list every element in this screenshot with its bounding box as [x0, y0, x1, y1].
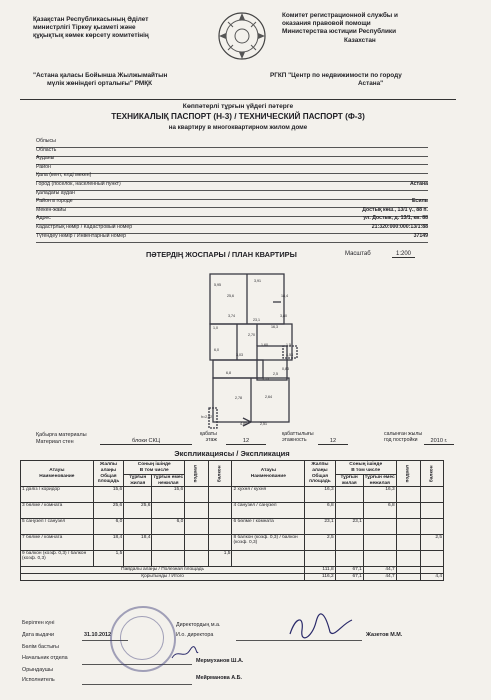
- cell-total: 6,0: [93, 519, 124, 535]
- plan-room-label: 18,4: [281, 294, 288, 298]
- cell-nonliving: [152, 535, 185, 551]
- cell-nonliving: 15,6: [152, 487, 185, 503]
- field-label: Түгендеу нөмір / Инвентарный номер: [36, 232, 127, 239]
- field-value: 21:320:000:000:13/1:88: [371, 224, 428, 230]
- plan-room-label: 5,95: [214, 283, 221, 287]
- cell-nonliving: 6,0: [152, 519, 185, 535]
- floors-total-label: [282, 431, 314, 444]
- col-basement-header-text: подвал: [193, 464, 199, 483]
- col-basement-header-text: подвал: [405, 464, 411, 483]
- table-row: [21, 535, 444, 551]
- year-value: 2010 г.: [424, 438, 454, 445]
- dept-head-name: Мермуханов Ш.А.: [196, 658, 244, 664]
- col-area-header-line: площадь: [309, 479, 331, 485]
- cell-total: 16,3: [305, 487, 336, 503]
- cell-living: [124, 487, 152, 503]
- cell-total: 15,6: [93, 487, 124, 503]
- header-right-org: [282, 12, 398, 45]
- issued-label: Берілген күні: [22, 620, 55, 626]
- year-label-line: год постройки: [384, 437, 418, 444]
- cell-balcony: 4,4: [420, 574, 443, 581]
- col-living-header: [335, 475, 363, 487]
- col-living-header-line: тұрғын: [340, 475, 358, 480]
- cell-total: 6,8: [305, 503, 336, 519]
- floor-label: [200, 431, 217, 444]
- cell-basement: [396, 551, 420, 567]
- col-area-header: [93, 461, 124, 487]
- field-label: Қаладағы аудан: [36, 189, 75, 196]
- cell-name: 7 бөлме / комната: [21, 535, 94, 551]
- plan-room-label: 3,74: [228, 314, 235, 318]
- director-label-ru: И.о. директора: [176, 632, 214, 638]
- cell-nonliving: [363, 519, 396, 535]
- header-right-org-line: Казахстан: [344, 36, 376, 44]
- cell-balcony: [420, 519, 443, 535]
- cell-nonliving: 6,8: [363, 503, 396, 519]
- col-incl-header: [335, 461, 396, 475]
- col-name-header-line: Наименование: [250, 473, 286, 479]
- explication-title: Экспликациясы / Экспликация: [174, 449, 290, 458]
- cell-nonliving: 44,7: [363, 574, 396, 581]
- col-incl-header-line: Соның ішінде: [137, 461, 171, 467]
- col-balcony-header: [420, 461, 443, 487]
- cell-living: [335, 535, 363, 551]
- cell-nonliving: [152, 503, 185, 519]
- header-right-org-line: Министерства юстиции Республики: [282, 28, 397, 36]
- plan-room-label: 2,78: [235, 396, 242, 400]
- scale-value: 1:200: [392, 251, 415, 258]
- cell-nonliving: 16,3: [363, 487, 396, 503]
- cell-nonliving: [363, 551, 396, 567]
- kazakhstan-emblem-icon: [216, 10, 268, 62]
- cell-total: 111,8: [305, 567, 336, 574]
- col-nonliving-header-line: тұрғын емес: [364, 475, 395, 480]
- cell-total: 23,1: [305, 519, 336, 535]
- cell-total: 116,2: [305, 574, 336, 581]
- plan-room-label: 16,3: [271, 325, 278, 329]
- field-label: Город (поселок, населенный пункт): [36, 181, 121, 187]
- plan-room-label: 3,15: [262, 377, 269, 381]
- title-line-3: на квартиру в многоквартирном жилом доме: [168, 124, 308, 131]
- cell-basement: [396, 567, 420, 574]
- executor-signature-line: [82, 684, 192, 685]
- cell-balcony: [209, 535, 232, 551]
- plan-room-label: h=2,82: [201, 415, 213, 419]
- col-basement-header: [185, 461, 209, 487]
- header-right-org-line: оказания правовой помощи: [282, 20, 371, 28]
- header-left-center-line: мүлік жөніндегі орталығы" РМҚК: [47, 80, 152, 88]
- cell-balcony: [420, 551, 443, 567]
- col-balcony-header: [209, 461, 232, 487]
- col-area-header-line: Общая: [100, 473, 117, 479]
- cell-total: 25,6: [93, 503, 124, 519]
- col-name-header-line: Наименование: [39, 473, 75, 479]
- field-label: Облысы: [36, 138, 56, 144]
- header-right-center: [270, 72, 402, 88]
- col-balcony-header-text: балкон: [429, 465, 435, 483]
- cell-name: 8 балкон (коэф. 0,3) / балкон (коэф. 0,3): [232, 535, 305, 551]
- executor-label: Орындаушы: [22, 667, 54, 673]
- cell-name: 6 бөлме / комната: [232, 519, 305, 535]
- cell-living: 18,4: [124, 535, 152, 551]
- plan-room-label: 4,80: [240, 422, 247, 426]
- col-name-header-line: Атауы: [260, 468, 276, 473]
- executor-name: Мейрманова А.Б.: [196, 675, 242, 681]
- field-row: [36, 233, 428, 243]
- col-incl-header-line: В том числе: [351, 467, 381, 473]
- header-right-center-line: РГКП "Центр по недвижимости по городу: [270, 72, 402, 79]
- cell-living: [335, 487, 363, 503]
- floors-total-label-line: қабаттылығы: [282, 431, 314, 437]
- plan-room-label: 1,0: [213, 326, 218, 330]
- wall-material-label-line: Қабырға материалы: [36, 432, 87, 438]
- cell-basement: [185, 503, 209, 519]
- field-label: Район: [36, 163, 51, 170]
- cell-total: [305, 551, 336, 567]
- col-incl-header: [124, 461, 185, 475]
- header-left-center-line: "Астана қаласы Бойынша Жылжымайтын: [33, 72, 168, 79]
- col-nonliving-header: [152, 475, 185, 487]
- col-area-header-line: Общая: [311, 473, 329, 479]
- plan-room-label: 3,80: [280, 314, 287, 318]
- col-nonliving-header: [363, 475, 396, 487]
- plan-room-label: 1,5: [286, 343, 291, 347]
- header-left-org-line: құқықтық көмек көрсету комитетінің: [33, 32, 149, 40]
- field-rule: [36, 242, 428, 243]
- col-nonliving-header-line: нежилая: [158, 480, 179, 486]
- cell-balcony: [420, 487, 443, 503]
- cell-living: 67,1: [335, 567, 363, 574]
- cell-basement: [396, 574, 420, 581]
- field-value: ул. Достык, д. 13/1, кв. 88: [363, 215, 428, 222]
- col-basement-header: [396, 461, 420, 487]
- col-incl-header-line: В том числе: [139, 467, 169, 473]
- header-left-org: [33, 16, 149, 41]
- field-value: Есиль: [411, 198, 428, 205]
- col-nonliving-header-line: тұрғын емес: [153, 475, 184, 480]
- total-row: [21, 574, 444, 581]
- cell-name: 1 дәліз / коридор: [21, 487, 94, 503]
- title-line-1: Көппәтерлі тұрғын үйдегі пәтерге: [182, 103, 294, 110]
- cell-nonliving: [363, 535, 396, 551]
- cell-basement: [396, 535, 420, 551]
- cell-name: 2 хухня / кухня: [232, 487, 305, 503]
- plan-room-label: 2,5: [273, 372, 278, 376]
- floor-label-line: этаж: [205, 437, 217, 444]
- cell-living: 67,1: [335, 574, 363, 581]
- cell-living: [335, 503, 363, 519]
- col-name-header-line: Атауы: [49, 468, 65, 473]
- col-living-header-line: жилая: [341, 480, 357, 486]
- col-area-header-line: алаңы: [312, 468, 328, 473]
- cell-basement: [185, 487, 209, 503]
- cell-balcony: [420, 503, 443, 519]
- cell-balcony: 1,5: [209, 551, 232, 567]
- col-balcony-header-text: балкон: [217, 465, 223, 483]
- plan-room-label: 1,60: [261, 343, 268, 347]
- header-left-center: [33, 72, 167, 88]
- col-area-header-line: Жалпы: [311, 462, 329, 468]
- col-area-header: [305, 461, 336, 487]
- col-area-header-line: алаңы: [100, 468, 117, 473]
- cell-basement: [185, 519, 209, 535]
- table-row: [21, 503, 444, 519]
- plan-room-label: 6,8: [226, 371, 231, 375]
- plan-room-label: 2,64: [265, 395, 272, 399]
- cell-total: 18,4: [93, 535, 124, 551]
- cell-basement: [185, 535, 209, 551]
- field-value: Астана: [409, 181, 428, 187]
- cell-balcony: [209, 503, 232, 519]
- cell-nonliving: 44,7: [363, 567, 396, 574]
- cell-basement: [396, 519, 420, 535]
- cell-name: [232, 551, 305, 567]
- cell-name: 4 санузел / санузел: [232, 503, 305, 519]
- wall-material-label: [36, 432, 87, 445]
- cell-total: 1,5: [93, 551, 124, 567]
- director-signature-icon: [286, 612, 356, 642]
- header-right-org-line: Комитет регистрационной службы и: [282, 12, 398, 19]
- col-living-header: [124, 475, 152, 487]
- cell-balcony: [209, 487, 232, 503]
- official-stamp-inner-icon: [120, 616, 164, 660]
- col-incl-header-line: Соның ішінде: [349, 461, 383, 467]
- col-area-header-line: площадь: [97, 479, 120, 485]
- dept-head-label-ru: Начальник отдела: [22, 655, 68, 661]
- cell-basement: [185, 551, 209, 567]
- cell-basement: [396, 503, 420, 519]
- cell-balcony: 2,5: [420, 535, 443, 551]
- col-area-header-line: Жалпы: [99, 462, 118, 468]
- wall-material-value: блоки СКЦ: [100, 438, 192, 445]
- table-row: [21, 519, 444, 535]
- field-label: Район в городе: [36, 198, 73, 205]
- plan-room-label: 4,53: [286, 353, 293, 357]
- director-label: Директордың м.а.: [176, 622, 221, 628]
- year-label-line: салынған жылы: [384, 431, 423, 437]
- plan-room-label: 25,6: [227, 294, 234, 298]
- col-nonliving-header-line: нежилая: [369, 480, 390, 486]
- wall-material-label-line: Материал стен: [36, 438, 74, 445]
- plan-title: ПӘТЕРДІҢ ЖОСПАРЫ / ПЛАН КВАРТИРЫ: [146, 250, 297, 259]
- field-label: Мекен-жайы: [36, 206, 67, 213]
- plan-room-label: 6,0: [214, 348, 219, 352]
- cell-living: 25,6: [124, 503, 152, 519]
- table-row: [21, 487, 444, 503]
- document-title: ТЕХНИКАЛЫҚ ПАСПОРТ (Н-3) / ТЕХНИЧЕСКИЙ ПАСПОРТ (Ф-3): [111, 112, 365, 121]
- field-label: Ауданы: [36, 155, 55, 162]
- executor-label-ru: Исполнитель: [22, 677, 55, 683]
- cell-living: 23,1: [335, 519, 363, 535]
- col-living-header-line: жилая: [130, 480, 146, 486]
- plan-room-label: 3,91: [254, 279, 261, 283]
- header-divider: [20, 99, 456, 100]
- plan-room-label: 2,51: [260, 422, 267, 426]
- cell-balcony: [420, 567, 443, 574]
- floor-value: 12: [226, 438, 266, 445]
- header-left-org-line: министрлігі Тіркеу қызметі және: [33, 24, 136, 32]
- table-row: [21, 551, 444, 567]
- field-label: Адрес: [36, 215, 51, 222]
- year-label: [384, 431, 422, 444]
- col-name-header: [21, 461, 94, 487]
- plan-room-label: 2,70: [248, 333, 255, 337]
- col-living-header-line: тұрғын: [129, 475, 147, 480]
- cell-name: 5 санузел / санузел: [21, 519, 94, 535]
- date-label: Дата выдачи: [22, 632, 55, 638]
- cell-name: 9 балкон (коэф. 0,3) / балкон (коэф. 0,3): [21, 551, 94, 567]
- cell-nonliving: [152, 551, 185, 567]
- explication-table: [20, 460, 444, 581]
- floor-plan-drawing: [195, 268, 305, 432]
- header-left-org-line: Қазақстан Республикасының Әділет: [33, 16, 149, 23]
- floor-label-line: қабаты: [200, 431, 217, 437]
- cell-balcony: [209, 519, 232, 535]
- plan-room-label: 3,03: [236, 353, 243, 357]
- cell-living: [124, 519, 152, 535]
- dept-head-label: Бөлім бастығы: [22, 644, 59, 650]
- cell-total: 2,5: [305, 535, 336, 551]
- useful-area-row-label: Пайдалы алаңы / Полезная площадь: [21, 567, 305, 574]
- useful-area-row: [21, 567, 444, 574]
- cell-living: [335, 551, 363, 567]
- scale-label: Масштаб: [345, 251, 371, 257]
- floors-total-value: 12: [318, 438, 348, 445]
- dept-head-signature-icon: [170, 646, 200, 662]
- field-label: Кадастрлық нөмір / Кадастровый номер: [36, 224, 133, 230]
- field-label: Область: [36, 146, 57, 153]
- floors-total-label-line: этажность: [282, 437, 307, 444]
- col-name-header: [232, 461, 305, 487]
- director-name: Жазетов М.М.: [366, 632, 403, 638]
- plan-room-label: 23,1: [253, 318, 260, 322]
- cell-basement: [396, 487, 420, 503]
- date-value: 31.10.2012: [84, 632, 111, 638]
- field-value: Достық көш., 13/1 ү., 88 п.: [362, 206, 428, 213]
- cell-name: 3 бөлме / комната: [21, 503, 94, 519]
- plan-room-label: 0,83: [282, 367, 289, 371]
- cell-living: [124, 551, 152, 567]
- header-right-center-line: Астана": [358, 80, 384, 88]
- total-row-label: Қорытынды / Итого: [21, 574, 305, 581]
- field-label: Қала (кент, елді мекен): [36, 172, 92, 179]
- field-value: 37149: [413, 232, 428, 239]
